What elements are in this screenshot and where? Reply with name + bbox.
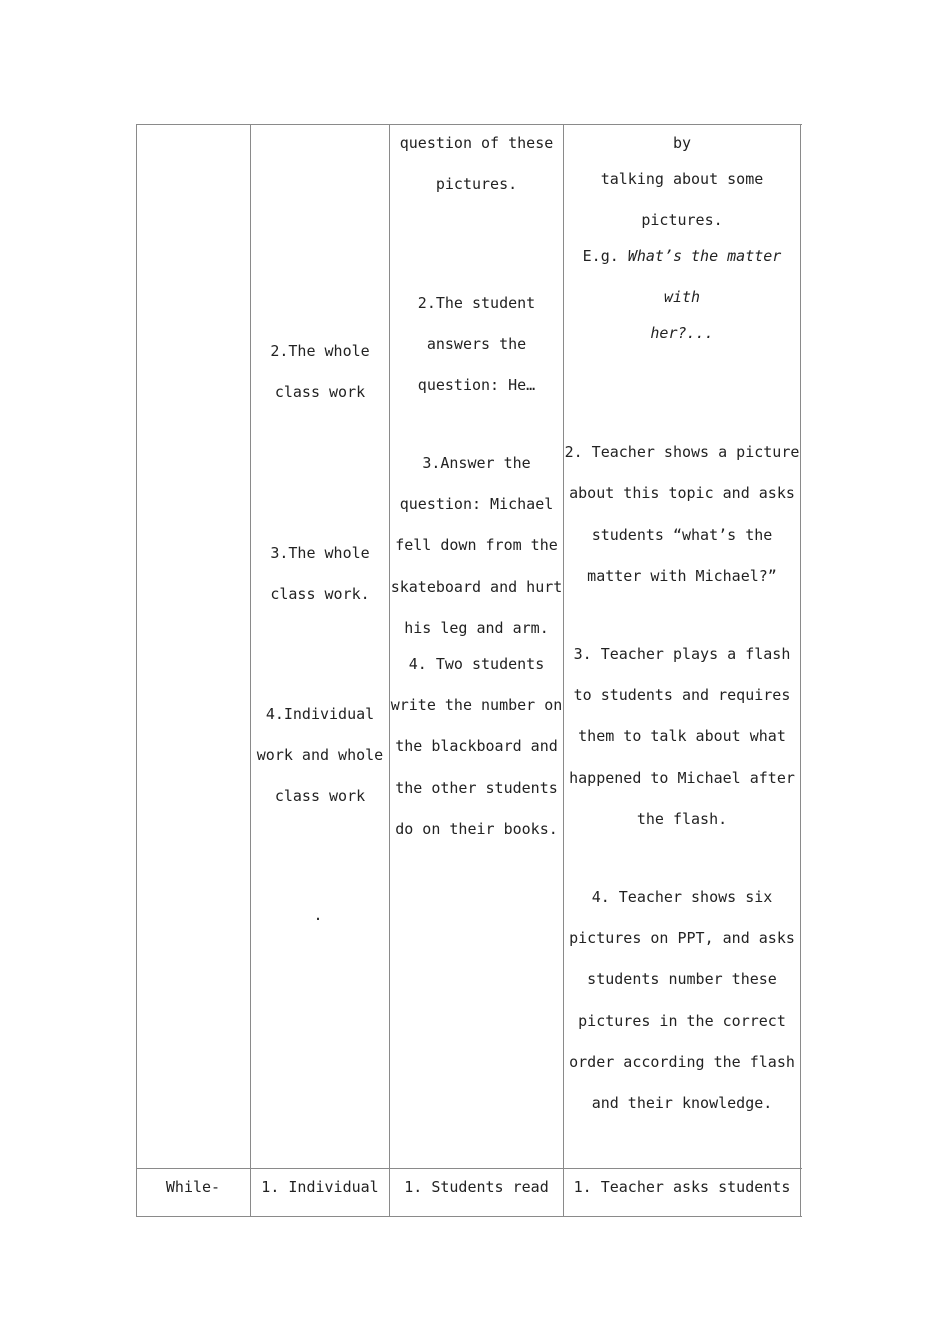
teacher-cell-text: students number these (587, 970, 777, 988)
mode-cell-text: 4.Individual (265, 705, 375, 723)
student-cell-text: question: He… (417, 376, 536, 394)
teacher-cell-text: 3. Teacher plays a flash (573, 645, 791, 663)
student-cell-text: his leg and arm. (404, 619, 549, 637)
table-left-border (136, 124, 137, 1217)
student-cell-text: the blackboard and (395, 737, 558, 755)
student-cell-text: write the number on (390, 696, 563, 714)
teacher-cell-text: pictures. (641, 211, 723, 229)
table-bottom-border (136, 1216, 802, 1217)
teacher-cell-text: matter with Michael?” (587, 567, 777, 585)
example-prefix: E.g. (582, 247, 619, 265)
student-cell-text: question: Michael (399, 495, 554, 513)
mode-cell-dot: . (313, 906, 323, 924)
teacher-cell-text: pictures on PPT, and asks (569, 929, 795, 947)
student-cell-text: skateboard and hurt (390, 578, 563, 596)
teacher-cell-text: and their knowledge. (591, 1094, 773, 1112)
mode-cell-text: class work. (270, 585, 370, 603)
student-cell-text: do on their books. (395, 820, 558, 838)
teacher-cell-text: them to talk about what (578, 727, 786, 745)
teacher-cell-text: happened to Michael after (569, 769, 795, 787)
teacher-cell-text: pictures in the correct (578, 1012, 786, 1030)
teacher-cell-text: students “what’s the (591, 526, 773, 544)
student-cell-text: the other students (395, 779, 558, 797)
mode-cell-text: class work (274, 787, 366, 805)
teacher-cell-text: talking about some (600, 170, 764, 188)
example-question: What’s the matter (627, 247, 782, 265)
lesson-table (136, 124, 802, 1217)
student-cell-text: 2.The student (417, 294, 536, 312)
mode-cell-text: 2.The whole (270, 342, 370, 360)
teacher-example-line (563, 247, 801, 265)
mode-cell-text: class work (274, 383, 366, 401)
mode-cell-text: work and whole (256, 746, 384, 764)
teacher-cell-text: order according the flash (569, 1053, 795, 1071)
column-divider (250, 124, 251, 1217)
row-divider (136, 1168, 802, 1169)
table-top-border (136, 124, 802, 125)
mode-cell-text: 3.The whole (270, 544, 370, 562)
student-cell-text: 3.Answer the (422, 454, 531, 472)
student-cell-text: pictures. (435, 175, 518, 193)
teacher-cell-text: by (672, 134, 692, 152)
teacher-cell-text: about this topic and asks (569, 484, 795, 502)
student-cell-text: answers the (426, 335, 527, 353)
student-cell-text: 4. Two students (408, 655, 545, 673)
mode-cell-text: 1. Individual (261, 1178, 379, 1196)
teacher-cell-text: the flash. (636, 810, 728, 828)
teacher-cell-text: her?... (650, 324, 714, 342)
teacher-cell-text: 1. Teacher asks students (573, 1178, 791, 1196)
teacher-cell-text: 2. Teacher shows a picture (564, 443, 800, 461)
student-cell-text: question of these (399, 134, 554, 152)
teacher-cell-text: to students and requires (573, 686, 791, 704)
teacher-cell-text: 4. Teacher shows six (591, 888, 773, 906)
teacher-cell-text: with (663, 288, 701, 306)
stage-cell-text: While- (165, 1178, 221, 1196)
student-cell-text: fell down from the (395, 536, 558, 554)
student-cell-text: 1. Students read (404, 1178, 549, 1196)
